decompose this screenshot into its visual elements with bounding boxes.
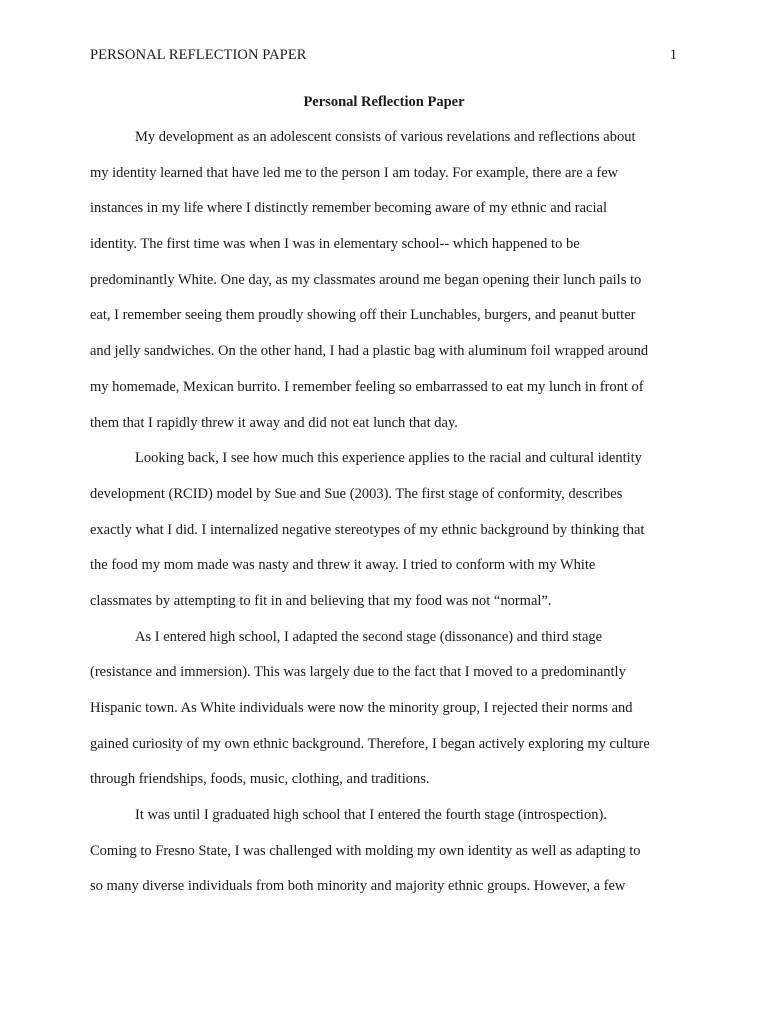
paragraph-line: eat, I remember seeing them proudly showing off their Lunchables, burgers, and peanut butter — [90, 307, 636, 324]
paragraph-line: so many diverse individuals from both minority and majority ethnic groups. However, a few — [90, 878, 626, 895]
page-number: 1 — [669, 47, 677, 63]
running-head: PERSONAL REFLECTION PAPER — [90, 47, 307, 63]
paragraph-line: (resistance and immersion). This was largely due to the fact that I moved to a predominantly — [90, 664, 626, 681]
paragraph-line: instances in my life where I distinctly remember becoming aware of my ethnic and racial — [90, 200, 607, 217]
paragraph-line: Hispanic town. As White individuals were now the minority group, I rejected their norms and — [90, 700, 633, 716]
paragraph-line: gained curiosity of my own ethnic background. Therefore, I began actively exploring my culture — [90, 735, 650, 752]
paragraph-line: and jelly sandwiches. On the other hand, I had a plastic bag with aluminum foil wrapped around — [90, 343, 649, 360]
paragraph-line: classmates by attempting to fit in and believing that my food was not “normal”. — [90, 592, 552, 609]
paper-title: Personal Reflection Paper — [303, 94, 465, 110]
paragraph-line: my identity learned that have led me to the person I am today. For example, there are a few — [90, 164, 619, 181]
paragraph-line: As I entered high school, I adapted the second stage (dissonance) and third stage — [135, 628, 603, 645]
paragraph-line: them that I rapidly threw it away and did not eat lunch that day. — [90, 414, 458, 431]
paragraph-line: It was until I graduated high school that I entered the fourth stage (introspection). — [135, 807, 607, 824]
paragraph-line: Coming to Fresno State, I was challenged with molding my own identity as well as adapting to — [90, 842, 641, 859]
paragraph-line: my homemade, Mexican burrito. I remember feeling so embarrassed to eat my lunch in front of — [90, 378, 644, 395]
paragraph-line: development (RCID) model by Sue and Sue (2003). The first stage of conformity, describes — [90, 485, 623, 502]
paragraph-line: My development as an adolescent consists of various revelations and reflections about — [135, 129, 636, 145]
paragraph-line: exactly what I did. I internalized negative stereotypes of my ethnic background by thinking that — [90, 521, 645, 538]
paragraph-line: Looking back, I see how much this experience applies to the racial and cultural identity — [135, 450, 642, 467]
paragraph-line: predominantly White. One day, as my classmates around me began opening their lunch pails to — [90, 271, 642, 288]
body-text — [90, 120, 680, 905]
paragraph-line: identity. The first time was when I was in elementary school-- which happened to be — [90, 236, 580, 253]
paragraph-line: the food my mom made was nasty and threw it away. I tried to conform with my White — [90, 557, 596, 574]
paragraph-line: through friendships, foods, music, clothing, and traditions. — [90, 771, 430, 788]
